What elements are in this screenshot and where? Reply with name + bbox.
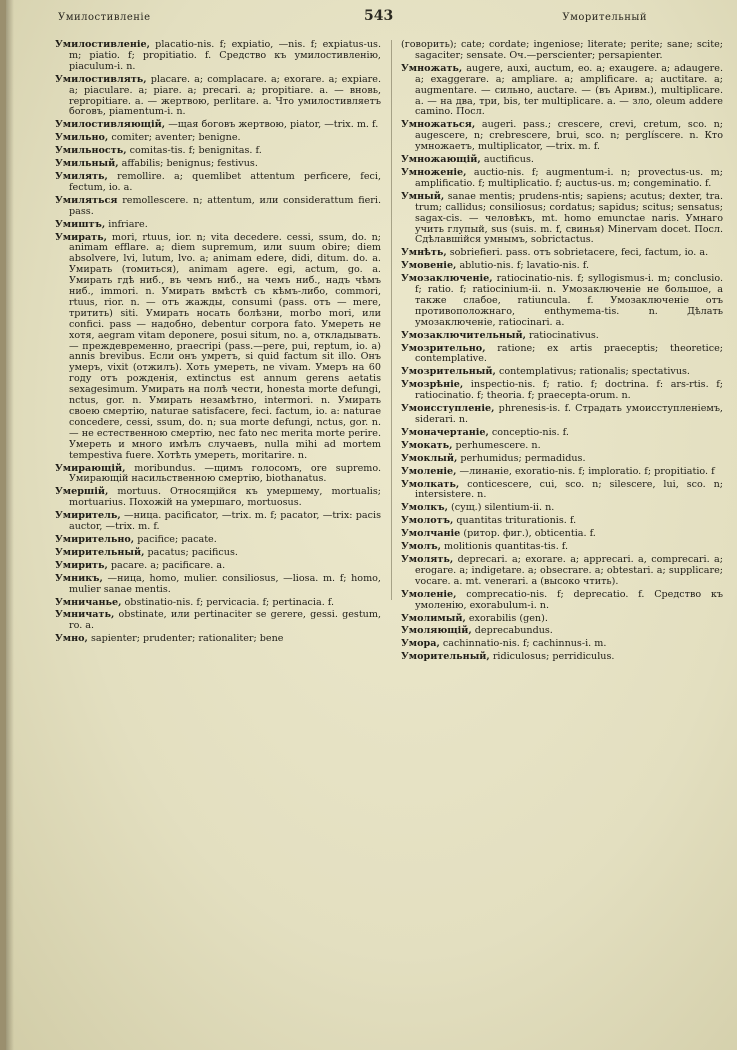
dictionary-entry: [55, 561, 381, 572]
dictionary-entry: [401, 626, 723, 637]
entry-definition: pacatus; pacificus.: [144, 546, 238, 558]
dictionary-entry: [401, 639, 723, 650]
entry-headword: Умора,: [401, 638, 440, 650]
entry-headword: Умоленіе,: [401, 588, 457, 600]
entry-definition: obstinatio-nis. f; pervicacia. f; pertinacia. f.: [121, 596, 335, 608]
dictionary-entry: [401, 40, 723, 62]
dictionary-entry: [55, 511, 381, 533]
entry-definition: pacare. a; pacificare. a.: [107, 559, 226, 571]
header-right-guide-word: Умоpительный: [562, 12, 647, 23]
dictionary-entry: [55, 120, 381, 131]
entry-headword: Умилостивленіе,: [55, 39, 150, 50]
entry-definition: affabilis; benignus; festivus.: [118, 158, 258, 170]
entry-definition: deprecabundus.: [471, 625, 553, 637]
entry-definition: molitionis quantitas-tis. f.: [440, 541, 569, 553]
entry-headword: Умоpительный,: [401, 651, 490, 663]
entry-definition: sanae mentis; prudens-ntis; sapiens; acutus; dexter, tra. trum; callidus; consiliosus; cordatus; sapidus; scitus; sensatus; sagax-cis. — человѣкъ, mt. homo emunctae naris. Умнаго учить глупый, sus (suis. m. f, свинья) Minervam docet. Посл. Сдѣлавшійся умнымъ, sobrictactus.: [415, 190, 723, 246]
entry-definition: placare. a; complacare. a; exorare. a; expiare. a; piaculare. a; piare. a; precari. a; propitiare. a. — вновь, repropitiare. a. — жертвою, perlitare. a. Что умилостивляетъ боговъ, piamentum-i. n.: [69, 73, 381, 118]
dictionary-entry: [401, 380, 723, 402]
entry-definition: moribundus. —щимъ голосомъ, ore supremo. Умирающій насильственною смертію, biothanatus.: [69, 462, 381, 485]
dictionary-entry: [401, 542, 723, 553]
dictionary-entry: [401, 120, 723, 153]
dictionary-entry: [55, 233, 381, 462]
entry-headword: Умножающій,: [401, 154, 481, 166]
left-column: [55, 40, 381, 647]
entry-definition: —ница, homo, mulier. consiliosus, —liosa. m. f; homo, mulier sanae mentis.: [69, 572, 381, 595]
header-left-guide-word: Умилостивленіе: [58, 12, 151, 23]
entry-headword: Умолкъ,: [401, 502, 448, 514]
entry-definition: comprecatio-nis. f; deprecatio. f. Средство къ умоленію, exorabulum-i. n.: [415, 588, 723, 611]
entry-definition: (говорить); cate; cordate; ingeniose; literate; perite; sane; scite; sagaciter; sensate. Оч.—perscienter; persapienter.: [401, 39, 723, 61]
dictionary-entry: [55, 159, 381, 170]
entry-definition: mori, rtuus, ior. n; vita decedere. cessi, ssum, do. n; animam efflare. a; diem supremum, или suum obire; diem absolvere, lvi, lutum, lvo. a; animam edere, didi, ditum. do. a. Умирать (томиться), animam agere. egi, actum, go. a. Умирать гдѣ ниб., въ чемъ ниб., на чемъ ниб., надъ чѣмъ ниб., immori. n. Умирать вмѣстѣ съ кѣмъ-либо, commori, rtuus, rior. n. — отъ жажды, consumi (pass. отъ — mere, тритить) siti. Умирать носать болѣзни, morbo mori, или confici. pass — надобно, debentur corpora fato. Умереть не хотя, aegram vitam deponere, posui situm, no. a, откладывать. — преждевременно, praecripi (pass.—pere, pui, reptum, io. a) annis brevibus. Если онъ умретъ, si quid factum sit illo. Онъ умеръ, vixit (отжилъ). Хоть умереть, ne vivam. Умеръ на 60 году отъ рожденія, extinctus est annum gerens aetatis sexagesimum. Умирать на полѣ чести, honesta morte defungi, nctus, gor. n. Умирать незамѣтно, intermori. n. Умирать своею смертію, naturae satisfacere, feci. factum, io. a: naturae concedere, cessi, ssum, do. n; sua morte defungi, nctus, gor. n. — не естественною смертію, nec fato nec merita morte perire. Умереть и много имѣлъ случаевъ, nulla mihi ad mortem tempestiva fuere. Хотѣть умереть, moritarire. n.: [69, 231, 381, 461]
entry-headword: Умоначертаніе,: [401, 426, 489, 438]
entry-headword: Умилостивляющій,: [55, 119, 166, 131]
entry-headword: Умолчаніе: [401, 528, 461, 540]
dictionary-entry: [55, 172, 381, 194]
dictionary-entry: [401, 192, 723, 247]
entry-definition: augere, auxi, auctum, eo. a; exaugere. a; adaugere. a; exaggerare. a; ampliare. a; amplificare. a; auctitare. a; augmentare. — сильно, auctare. — (въ Аривм.), multiplicare. a. — на два, три, bis, ter multiplicare. a. — зло, oleum addere camino. Посл.: [415, 62, 723, 118]
dictionary-entry: [401, 155, 723, 166]
dictionary-entry: [401, 367, 723, 378]
entry-headword: Умирить,: [55, 559, 108, 571]
entry-definition: perhumescere. n.: [452, 439, 541, 451]
entry-definition: conticescere, cui, sco. n; silescere, lui, sco. n; intersistere. n.: [415, 478, 723, 501]
entry-definition: placatio-nis. f; expiatio, —nis. f; expiatus-us. m; piatio. f; propitiatio. f. Средство къ умилостивленію, piaculum-i. n.: [69, 39, 381, 72]
entry-headword: Умничанье,: [55, 596, 122, 608]
dictionary-entry: [401, 614, 723, 625]
dictionary-entry: [401, 404, 723, 426]
entry-definition: phrenesis-is. f. Страдать умоисступленіемъ, siderari. n.: [415, 403, 723, 425]
entry-definition: augeri. pass.; crescere, crevi, cretum, sco. n; augescere, n; crebrescere, brui, sco. n; perglíscere. n. Кто умножаетъ, multiplicator, —trix. m. f.: [415, 119, 723, 153]
entry-headword: Умолимый,: [401, 612, 466, 624]
dictionary-entry: [401, 454, 723, 465]
dictionary-entry: [401, 652, 723, 663]
entry-definition: ratiocinativus.: [525, 329, 599, 341]
entry-headword: Умножать,: [401, 62, 463, 74]
dictionary-entry: [401, 331, 723, 342]
entry-definition: cachinnatio-nis. f; cachinnus-i. m.: [439, 638, 607, 650]
dictionary-entry: [401, 590, 723, 612]
dictionary-entry: [55, 196, 381, 218]
entry-definition: infriare.: [105, 218, 148, 230]
dictionary-entry: [401, 480, 723, 502]
entry-headword: Умножаться,: [401, 119, 476, 131]
dictionary-entry: [55, 610, 381, 632]
entry-headword: Умильность,: [55, 145, 127, 157]
entry-headword: Умильно,: [55, 132, 109, 144]
entry-headword: Умноженіе,: [401, 166, 467, 178]
entry-headword: Умничать,: [55, 609, 115, 621]
entry-definition: comiter; aventer; benigne.: [108, 132, 241, 144]
entry-headword: Умирительно,: [55, 533, 135, 545]
entry-headword: Умозаключеніе,: [401, 273, 493, 285]
entry-definition: sobriefieri. pass. отъ sobrietacere, feci, factum, io. a.: [446, 247, 709, 259]
entry-definition: sapienter; prudenter; rationaliter; bene: [87, 633, 284, 645]
entry-definition: obstinate, или pertinaciter se gerere, gessi. gestum, ro. a.: [69, 609, 381, 632]
dictionary-entry: [401, 467, 723, 478]
entry-definition: (ритор. фиг.), obticentia. f.: [460, 528, 596, 540]
entry-definition: —ница. pacificator, —trix. m. f; pacator, —trix: pacis auctor, —trix. m. f.: [69, 510, 381, 533]
dictionary-entry: [55, 598, 381, 609]
entry-headword: Умиляться: [55, 194, 118, 206]
dictionary-entry: [401, 529, 723, 540]
dictionary-entry: [55, 487, 381, 509]
entry-definition: remollescere. n; attentum, или considerattum fieri. pass.: [69, 194, 381, 217]
entry-definition: ablutio-nis. f; lavatio-nis. f.: [456, 260, 590, 272]
dictionary-entry: [401, 555, 723, 588]
entry-headword: Умильный,: [55, 158, 119, 170]
entry-headword: Умнѣть,: [401, 247, 447, 259]
dictionary-entry: [55, 133, 381, 144]
entry-definition: ratiocinatio-nis. f; syllogismus-i. m; conclusio. f; ratio. f; ratiocinium-ii. n. Умозаключеніе не большое, а также слабое, ratiuncula. f. Умозаключеніе отъ противоположнаго, enthymema-tis. n. Дѣлать умозаключеніе, ratiocinari. a.: [415, 273, 723, 328]
dictionary-entry: [401, 503, 723, 514]
entry-definition: auctificus.: [480, 154, 534, 166]
entry-definition: comitas-tis. f; benignitas. f.: [126, 145, 262, 157]
entry-definition: ridiculosus; perridiculus.: [489, 651, 615, 663]
dictionary-entry: [55, 75, 381, 119]
dictionary-entry: [401, 261, 723, 272]
dictionary-entry: [401, 428, 723, 439]
dictionary-entry: [401, 441, 723, 452]
entry-definition: (сущ.) silentium-ii. n.: [447, 502, 555, 514]
entry-headword: Умолъ,: [401, 541, 441, 553]
entry-definition: contemplativus; rationalis; spectativus.: [495, 366, 690, 378]
binding-shadow: [6, 0, 14, 1050]
entry-headword: Умилостивлять,: [55, 73, 147, 85]
dictionary-entry: [401, 168, 723, 190]
entry-definition: deprecari. a; exorare. a; apprecari. a, comprecari. a; erogare. a; indigetare. a; obsecrare. a; obtestari. a; supplicare; vocare. a. mt. venerari. a (высоко чтить).: [415, 553, 723, 587]
entry-definition: ratione; ex artis praeceptis; theoretice; contemplative.: [415, 342, 723, 365]
entry-definition: quantitas triturationis. f.: [453, 515, 577, 527]
dictionary-entry: [401, 344, 723, 366]
page-number: 543: [364, 8, 394, 24]
entry-headword: Умершій,: [55, 486, 109, 498]
entry-definition: mortuus. Относящійся къ умершему, mortualis; mortuarius. Похожій на умершаго, mortuosus.: [69, 486, 381, 509]
entry-definition: exorabilis (gen).: [465, 612, 548, 624]
entry-definition: —щая боговъ жертвою, piator, —trix. m. f.: [165, 119, 379, 131]
entry-headword: Умоисступленіе,: [401, 403, 495, 415]
entry-headword: Умолкать,: [401, 478, 460, 490]
entry-headword: Умный,: [401, 190, 445, 202]
entry-headword: Умовеніе,: [401, 260, 457, 272]
entry-headword: Умолотъ,: [401, 515, 454, 527]
column-divider: [391, 40, 392, 600]
entry-definition: —линаніе, exoratio-nis. f; imploratio. f; propitiatio. f: [456, 465, 715, 477]
dictionary-entry: [401, 274, 723, 329]
entry-headword: Умокать,: [401, 439, 453, 451]
page-header: [46, 8, 707, 30]
entry-headword: Умирающій,: [55, 462, 126, 474]
dictionary-entry: [55, 146, 381, 157]
entry-headword: Умоленіе,: [401, 465, 457, 477]
dictionary-entry: [55, 220, 381, 231]
entry-headword: Умирительный,: [55, 546, 145, 558]
entry-definition: remollire. a; quemlibet attentum perficere, feci, fectum, io. a.: [69, 170, 381, 193]
entry-headword: Умникъ,: [55, 572, 103, 584]
dictionary-entry: [401, 64, 723, 119]
dictionary-entry: [401, 248, 723, 259]
entry-headword: Умозаключительный,: [401, 329, 526, 341]
right-column: [401, 40, 723, 665]
dictionary-entry: [55, 634, 381, 645]
entry-headword: Умилять,: [55, 170, 108, 182]
dictionary-entry: [55, 40, 381, 73]
entry-headword: Умолять,: [401, 553, 454, 565]
dictionary-entry: [55, 548, 381, 559]
entry-definition: inspectio-nis. f; ratio. f; doctrina. f: ars-rtis. f; ratiocinatio. f; theoria. f; praecepta-orum. n.: [415, 379, 723, 402]
dictionary-entry: [55, 535, 381, 546]
dictionary-entry: [401, 516, 723, 527]
entry-headword: Умоклый,: [401, 452, 458, 464]
entry-definition: pacifice; pacate.: [134, 533, 217, 545]
entry-headword: Умозрительный,: [401, 366, 496, 378]
dictionary-entry: [55, 574, 381, 596]
entry-headword: Умиштъ,: [55, 218, 106, 230]
dictionary-entry: [55, 464, 381, 486]
entry-headword: Умозрительно,: [401, 342, 486, 354]
entry-definition: perhumidus; permadidus.: [457, 452, 586, 464]
entry-headword: Умоляющій,: [401, 625, 472, 637]
entry-headword: Умно,: [55, 633, 88, 645]
entry-definition: auctio-nis. f; augmentum-i. n; provectus-us. m; amplificatio. f; multiplicatio. f; auctus-us. m; congeminatio. f.: [415, 166, 723, 189]
entry-headword: Умозрѣніе,: [401, 379, 464, 391]
entry-definition: conceptio-nis. f.: [488, 426, 569, 438]
entry-headword: Умирать,: [55, 231, 107, 243]
entry-headword: Умиритель,: [55, 510, 121, 522]
